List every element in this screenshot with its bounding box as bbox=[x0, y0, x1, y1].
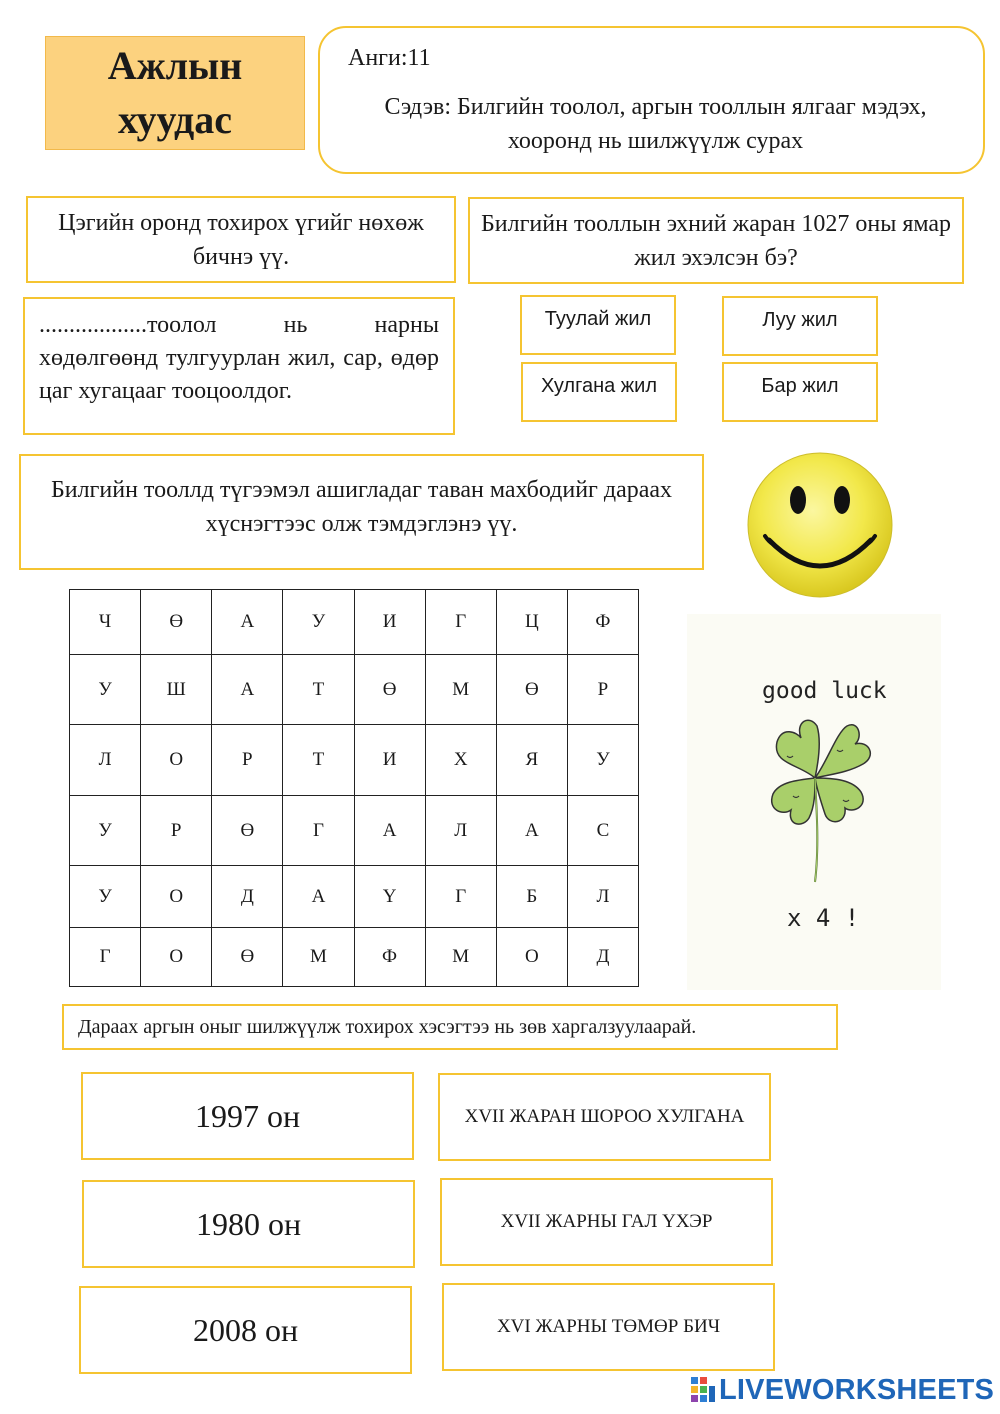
grid-cell[interactable]: Ө bbox=[141, 590, 212, 655]
liveworksheets-brand: LIVEWORKSHEETS bbox=[719, 1373, 995, 1406]
match-cycle-2[interactable]: XVII ЖАРНЫ ГАЛ ҮХЭР bbox=[440, 1178, 773, 1266]
grid-cell[interactable]: У bbox=[567, 725, 638, 796]
option-tiger-year[interactable]: Бар жил bbox=[722, 362, 878, 422]
smiley-face-icon bbox=[747, 452, 893, 598]
grid-cell[interactable]: О bbox=[141, 866, 212, 928]
grid-cell[interactable]: Ш bbox=[141, 655, 212, 725]
grid-cell[interactable]: У bbox=[283, 590, 354, 655]
match-cycle-3[interactable]: XVI ЖАРНЫ ТӨМӨР БИЧ bbox=[442, 1283, 775, 1371]
grid-cell[interactable]: Х bbox=[425, 725, 496, 796]
grid-cell[interactable]: И bbox=[354, 725, 425, 796]
grid-cell[interactable]: Д bbox=[212, 866, 283, 928]
grid-cell[interactable]: Г bbox=[283, 796, 354, 866]
fill-in-instruction: Цэгийн оронд тохирох үгийг нөхөж бичнэ үү. bbox=[26, 196, 456, 283]
grid-cell[interactable]: Ү bbox=[354, 866, 425, 928]
worksheet-title: Ажлын хуудас bbox=[107, 43, 243, 142]
grid-row bbox=[70, 928, 639, 987]
grid-cell[interactable]: Т bbox=[283, 655, 354, 725]
grid-cell[interactable]: И bbox=[354, 590, 425, 655]
grid-cell[interactable]: Б bbox=[496, 866, 567, 928]
match-year-2008[interactable]: 2008 он bbox=[79, 1286, 412, 1374]
grid-cell[interactable]: Л bbox=[425, 796, 496, 866]
grid-cell[interactable]: У bbox=[70, 655, 141, 725]
grid-cell[interactable]: Т bbox=[283, 725, 354, 796]
fill-in-sentence[interactable]: ..................тоолол нь нарны хөдөлгөөнд тулгуурлан жил, сар, өдөр цаг хугацааг тооцоолдог. bbox=[23, 297, 455, 435]
option-dragon-year[interactable]: Луу жил bbox=[722, 296, 878, 356]
grid-cell[interactable]: Ө bbox=[354, 655, 425, 725]
grid-cell[interactable]: А bbox=[354, 796, 425, 866]
grid-cell[interactable]: Г bbox=[425, 590, 496, 655]
grid-row bbox=[70, 655, 639, 725]
grid-cell[interactable]: Ө bbox=[212, 796, 283, 866]
grid-cell[interactable]: У bbox=[70, 866, 141, 928]
grid-row bbox=[70, 590, 639, 655]
grid-row bbox=[70, 725, 639, 796]
grid-cell[interactable]: Ф bbox=[567, 590, 638, 655]
option-mouse-year[interactable]: Хулгана жил bbox=[521, 362, 677, 422]
grid-cell[interactable]: М bbox=[283, 928, 354, 987]
times-four-caption: x 4 ! bbox=[787, 904, 860, 932]
grid-cell[interactable]: А bbox=[496, 796, 567, 866]
grid-cell[interactable]: А bbox=[212, 590, 283, 655]
grid-cell[interactable]: А bbox=[212, 655, 283, 725]
good-luck-caption: good luck bbox=[762, 678, 887, 704]
grid-cell[interactable]: С bbox=[567, 796, 638, 866]
grid-cell[interactable]: Ф bbox=[354, 928, 425, 987]
four-leaf-clover-card bbox=[687, 614, 941, 990]
grade-label: Анги:11 bbox=[348, 45, 431, 71]
grid-cell[interactable]: М bbox=[425, 655, 496, 725]
grid-cell[interactable]: Ө bbox=[212, 928, 283, 987]
match-cycle-1[interactable]: XVII ЖАРАН ШОРОО ХУЛГАНА bbox=[438, 1073, 771, 1161]
match-year-1980[interactable]: 1980 он bbox=[82, 1180, 415, 1268]
option-rabbit-year[interactable]: Туулай жил bbox=[520, 295, 676, 355]
grid-cell[interactable]: Ч bbox=[70, 590, 141, 655]
grid-cell[interactable]: О bbox=[496, 928, 567, 987]
grid-cell[interactable]: М bbox=[425, 928, 496, 987]
grid-cell[interactable]: Л bbox=[70, 725, 141, 796]
grid-cell[interactable]: О bbox=[141, 725, 212, 796]
grid-cell[interactable]: Ө bbox=[496, 655, 567, 725]
grid-cell[interactable]: У bbox=[70, 796, 141, 866]
grid-cell[interactable]: Ц bbox=[496, 590, 567, 655]
grid-row bbox=[70, 866, 639, 928]
matching-instruction: Дараах аргын оныг шилжүүлж тохирох хэсэгтээ нь зөв харгалзуулаарай. bbox=[62, 1004, 838, 1050]
grid-cell[interactable]: Р bbox=[212, 725, 283, 796]
liveworksheets-logo bbox=[690, 1374, 994, 1406]
wordsearch-grid bbox=[69, 589, 639, 987]
topic-label: Сэдэв: Билгийн тоолол, аргын тооллын ялгааг мэдэх, хооронд нь шилжүүлж сурах bbox=[384, 94, 927, 154]
grid-cell[interactable]: Я bbox=[496, 725, 567, 796]
match-year-1997[interactable]: 1997 он bbox=[81, 1072, 414, 1160]
info-box bbox=[318, 26, 985, 174]
grid-cell[interactable]: Г bbox=[70, 928, 141, 987]
year-question: Билгийн тооллын эхний жаран 1027 оны ямар жил эхэлсэн бэ? bbox=[468, 197, 964, 284]
wordsearch-instruction: Билгийн тооллд түгээмэл ашигладаг таван махбодийг дараах хүснэгтээс олж тэмдэглэнэ үү. bbox=[19, 454, 704, 570]
worksheet-title-box bbox=[45, 36, 305, 150]
grid-cell[interactable]: Д bbox=[567, 928, 638, 987]
grid-cell[interactable]: Л bbox=[567, 866, 638, 928]
grid-cell[interactable]: Г bbox=[425, 866, 496, 928]
grid-cell[interactable]: Р bbox=[567, 655, 638, 725]
grid-row bbox=[70, 796, 639, 866]
grid-cell[interactable]: Р bbox=[141, 796, 212, 866]
liveworksheets-mark-icon bbox=[690, 1376, 716, 1404]
grid-cell[interactable]: А bbox=[283, 866, 354, 928]
grid-cell[interactable]: О bbox=[141, 928, 212, 987]
